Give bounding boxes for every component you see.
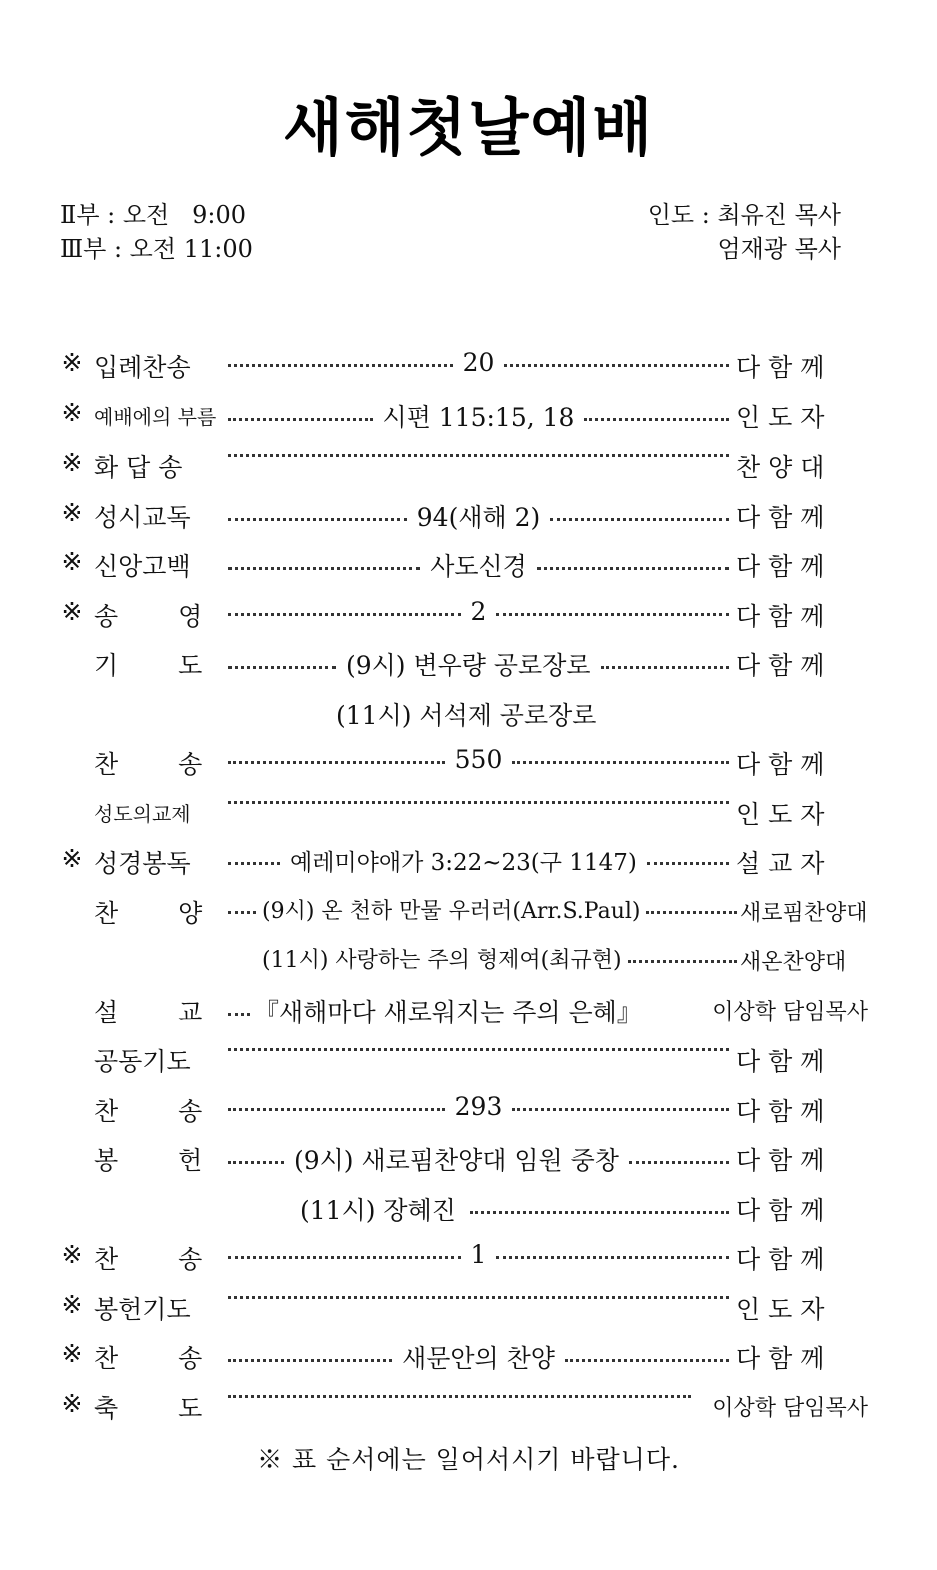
leader-name: 엄재광 목사 xyxy=(717,235,841,263)
leaders xyxy=(648,198,841,266)
order-label: 송 영 xyxy=(94,602,203,631)
order-line xyxy=(228,1389,691,1398)
order-row-continuation xyxy=(0,1185,937,1225)
order-line xyxy=(228,646,729,682)
order-row xyxy=(0,888,937,928)
order-label: 기 도 xyxy=(94,651,203,680)
standing-mark: ※ xyxy=(61,1389,83,1418)
order-line xyxy=(228,745,729,774)
order-line xyxy=(228,448,729,457)
order-content: 예레미야애가 3:22~23(구 1147) xyxy=(290,850,637,876)
standing-mark: ※ xyxy=(61,1290,83,1319)
order-row xyxy=(0,838,937,878)
standing-mark: ※ xyxy=(61,844,83,873)
order-label: 화 답 송 xyxy=(94,453,183,482)
order-who: 새온찬양대 xyxy=(740,950,847,975)
order-who: 다 함 께 xyxy=(736,1146,825,1175)
order-who: 다 함 께 xyxy=(736,1097,825,1126)
order-row xyxy=(0,789,937,829)
order-line xyxy=(228,1092,729,1121)
order-row xyxy=(0,541,937,581)
service-times xyxy=(60,198,253,266)
order-line xyxy=(228,844,729,877)
order-content: (11시) 사랑하는 주의 형제여(최규현) xyxy=(262,948,622,973)
order-who: 다 함 께 xyxy=(736,651,825,680)
order-content: (9시) 온 천하 만물 우러러(Arr.S.Paul) xyxy=(262,899,641,924)
order-content: 1 xyxy=(470,1240,487,1269)
order-content: (11시) 장혜진 xyxy=(300,1196,456,1225)
order-row xyxy=(0,342,937,382)
order-row xyxy=(0,492,937,532)
order-who: 다 함 께 xyxy=(736,503,825,532)
order-who: 찬 양 대 xyxy=(736,453,825,482)
order-label: 입례찬송 xyxy=(94,353,191,382)
order-row xyxy=(0,1333,937,1373)
order-who: 다 함 께 xyxy=(736,1245,825,1274)
order-label: 성시교독 xyxy=(94,503,191,532)
order-label: 성도의교제 xyxy=(94,802,191,826)
service-time: 11:00 xyxy=(183,235,253,263)
order-line xyxy=(228,547,729,583)
order-content: 94(새해 2) xyxy=(416,503,541,532)
order-label: 신앙고백 xyxy=(94,552,191,581)
order-label: 찬 송 xyxy=(94,750,203,779)
service-time: 9:00 xyxy=(192,201,247,229)
order-line xyxy=(228,348,729,377)
standing-mark: ※ xyxy=(61,1240,83,1269)
standing-note: ※ 표 순서에는 일어서시기 바랍니다. xyxy=(257,1445,680,1474)
order-label: 설 교 xyxy=(94,998,203,1027)
order-label: 공동기도 xyxy=(94,1047,191,1076)
order-content: 2 xyxy=(470,597,487,626)
page-title: 새해첫날예배 xyxy=(282,91,655,164)
order-content: 시편 115:15, 18 xyxy=(382,403,575,432)
order-who: 다 함 께 xyxy=(736,602,825,631)
order-row xyxy=(0,1234,937,1274)
order-line xyxy=(228,1290,729,1299)
order-line xyxy=(228,795,729,804)
order-label: 예배에의 부름 xyxy=(94,405,217,429)
order-who: 이상학 담임목사 xyxy=(712,1000,868,1025)
order-line xyxy=(228,1240,729,1269)
standing-mark: ※ xyxy=(61,448,83,477)
order-who: 다 함 께 xyxy=(736,1344,825,1373)
order-who: 다 함 께 xyxy=(736,1047,825,1076)
order-row xyxy=(0,392,937,432)
service-part: Ⅲ부 : 오전 xyxy=(60,235,177,263)
order-who: 설 교 자 xyxy=(736,849,825,878)
order-row xyxy=(0,591,937,631)
order-line xyxy=(262,943,737,974)
standing-mark: ※ xyxy=(61,1339,83,1368)
order-who: 이상학 담임목사 xyxy=(712,1396,868,1421)
standing-mark: ※ xyxy=(61,398,83,427)
order-line xyxy=(228,894,737,925)
order-content: 사도신경 xyxy=(430,552,527,581)
order-label: 축 도 xyxy=(94,1394,203,1423)
order-content: (9시) 변우량 공로장로 xyxy=(346,651,591,680)
order-content: (9시) 새로핌찬양대 임원 중창 xyxy=(294,1146,619,1175)
order-row xyxy=(0,987,937,1027)
order-who: 새로핌찬양대 xyxy=(740,901,868,926)
order-who: 다 함 께 xyxy=(736,552,825,581)
order-content: (11시) 서석제 공로장로 xyxy=(336,701,597,730)
standing-mark: ※ xyxy=(61,348,83,377)
order-line xyxy=(300,1191,729,1227)
order-row xyxy=(0,1284,937,1324)
order-line xyxy=(228,1141,729,1177)
service-part: Ⅱ부 : 오전 xyxy=(60,201,170,229)
order-row-continuation xyxy=(0,690,937,730)
order-line xyxy=(228,398,729,434)
standing-mark: ※ xyxy=(61,597,83,626)
order-line xyxy=(228,1339,729,1375)
order-line xyxy=(228,498,729,534)
standing-mark: ※ xyxy=(61,547,83,576)
order-who: 다 함 께 xyxy=(736,750,825,779)
order-row xyxy=(0,640,937,680)
leader-prefix: 인도 : xyxy=(647,201,710,229)
order-who: 다 함 께 xyxy=(736,1196,825,1225)
order-line xyxy=(228,597,729,626)
order-who: 인 도 자 xyxy=(736,403,825,432)
order-label: 찬 송 xyxy=(94,1097,203,1126)
order-row xyxy=(0,1036,937,1076)
order-content: 새문안의 찬양 xyxy=(402,1344,555,1373)
order-label: 찬 양 xyxy=(94,899,203,928)
order-row xyxy=(0,1086,937,1126)
order-label: 성경봉독 xyxy=(94,849,191,878)
order-row xyxy=(0,1135,937,1175)
order-label: 찬 송 xyxy=(94,1245,203,1274)
standing-mark: ※ xyxy=(61,498,83,527)
order-who: 인 도 자 xyxy=(736,1295,825,1324)
order-content: 550 xyxy=(454,745,503,774)
order-label: 찬 송 xyxy=(94,1344,203,1373)
order-row xyxy=(0,1383,937,1423)
order-label: 봉헌기도 xyxy=(94,1295,191,1324)
order-row xyxy=(0,739,937,779)
order-line xyxy=(228,1042,729,1051)
order-label: 봉 헌 xyxy=(94,1146,203,1175)
order-who: 다 함 께 xyxy=(736,353,825,382)
order-who: 인 도 자 xyxy=(736,800,825,829)
order-row xyxy=(0,442,937,482)
order-content: 293 xyxy=(454,1092,503,1121)
order-row-continuation xyxy=(0,937,937,977)
leader-name: 최유진 목사 xyxy=(717,201,841,229)
order-content: 『새해마다 새로워지는 주의 은혜』 xyxy=(254,998,642,1027)
order-content: 20 xyxy=(462,348,495,377)
